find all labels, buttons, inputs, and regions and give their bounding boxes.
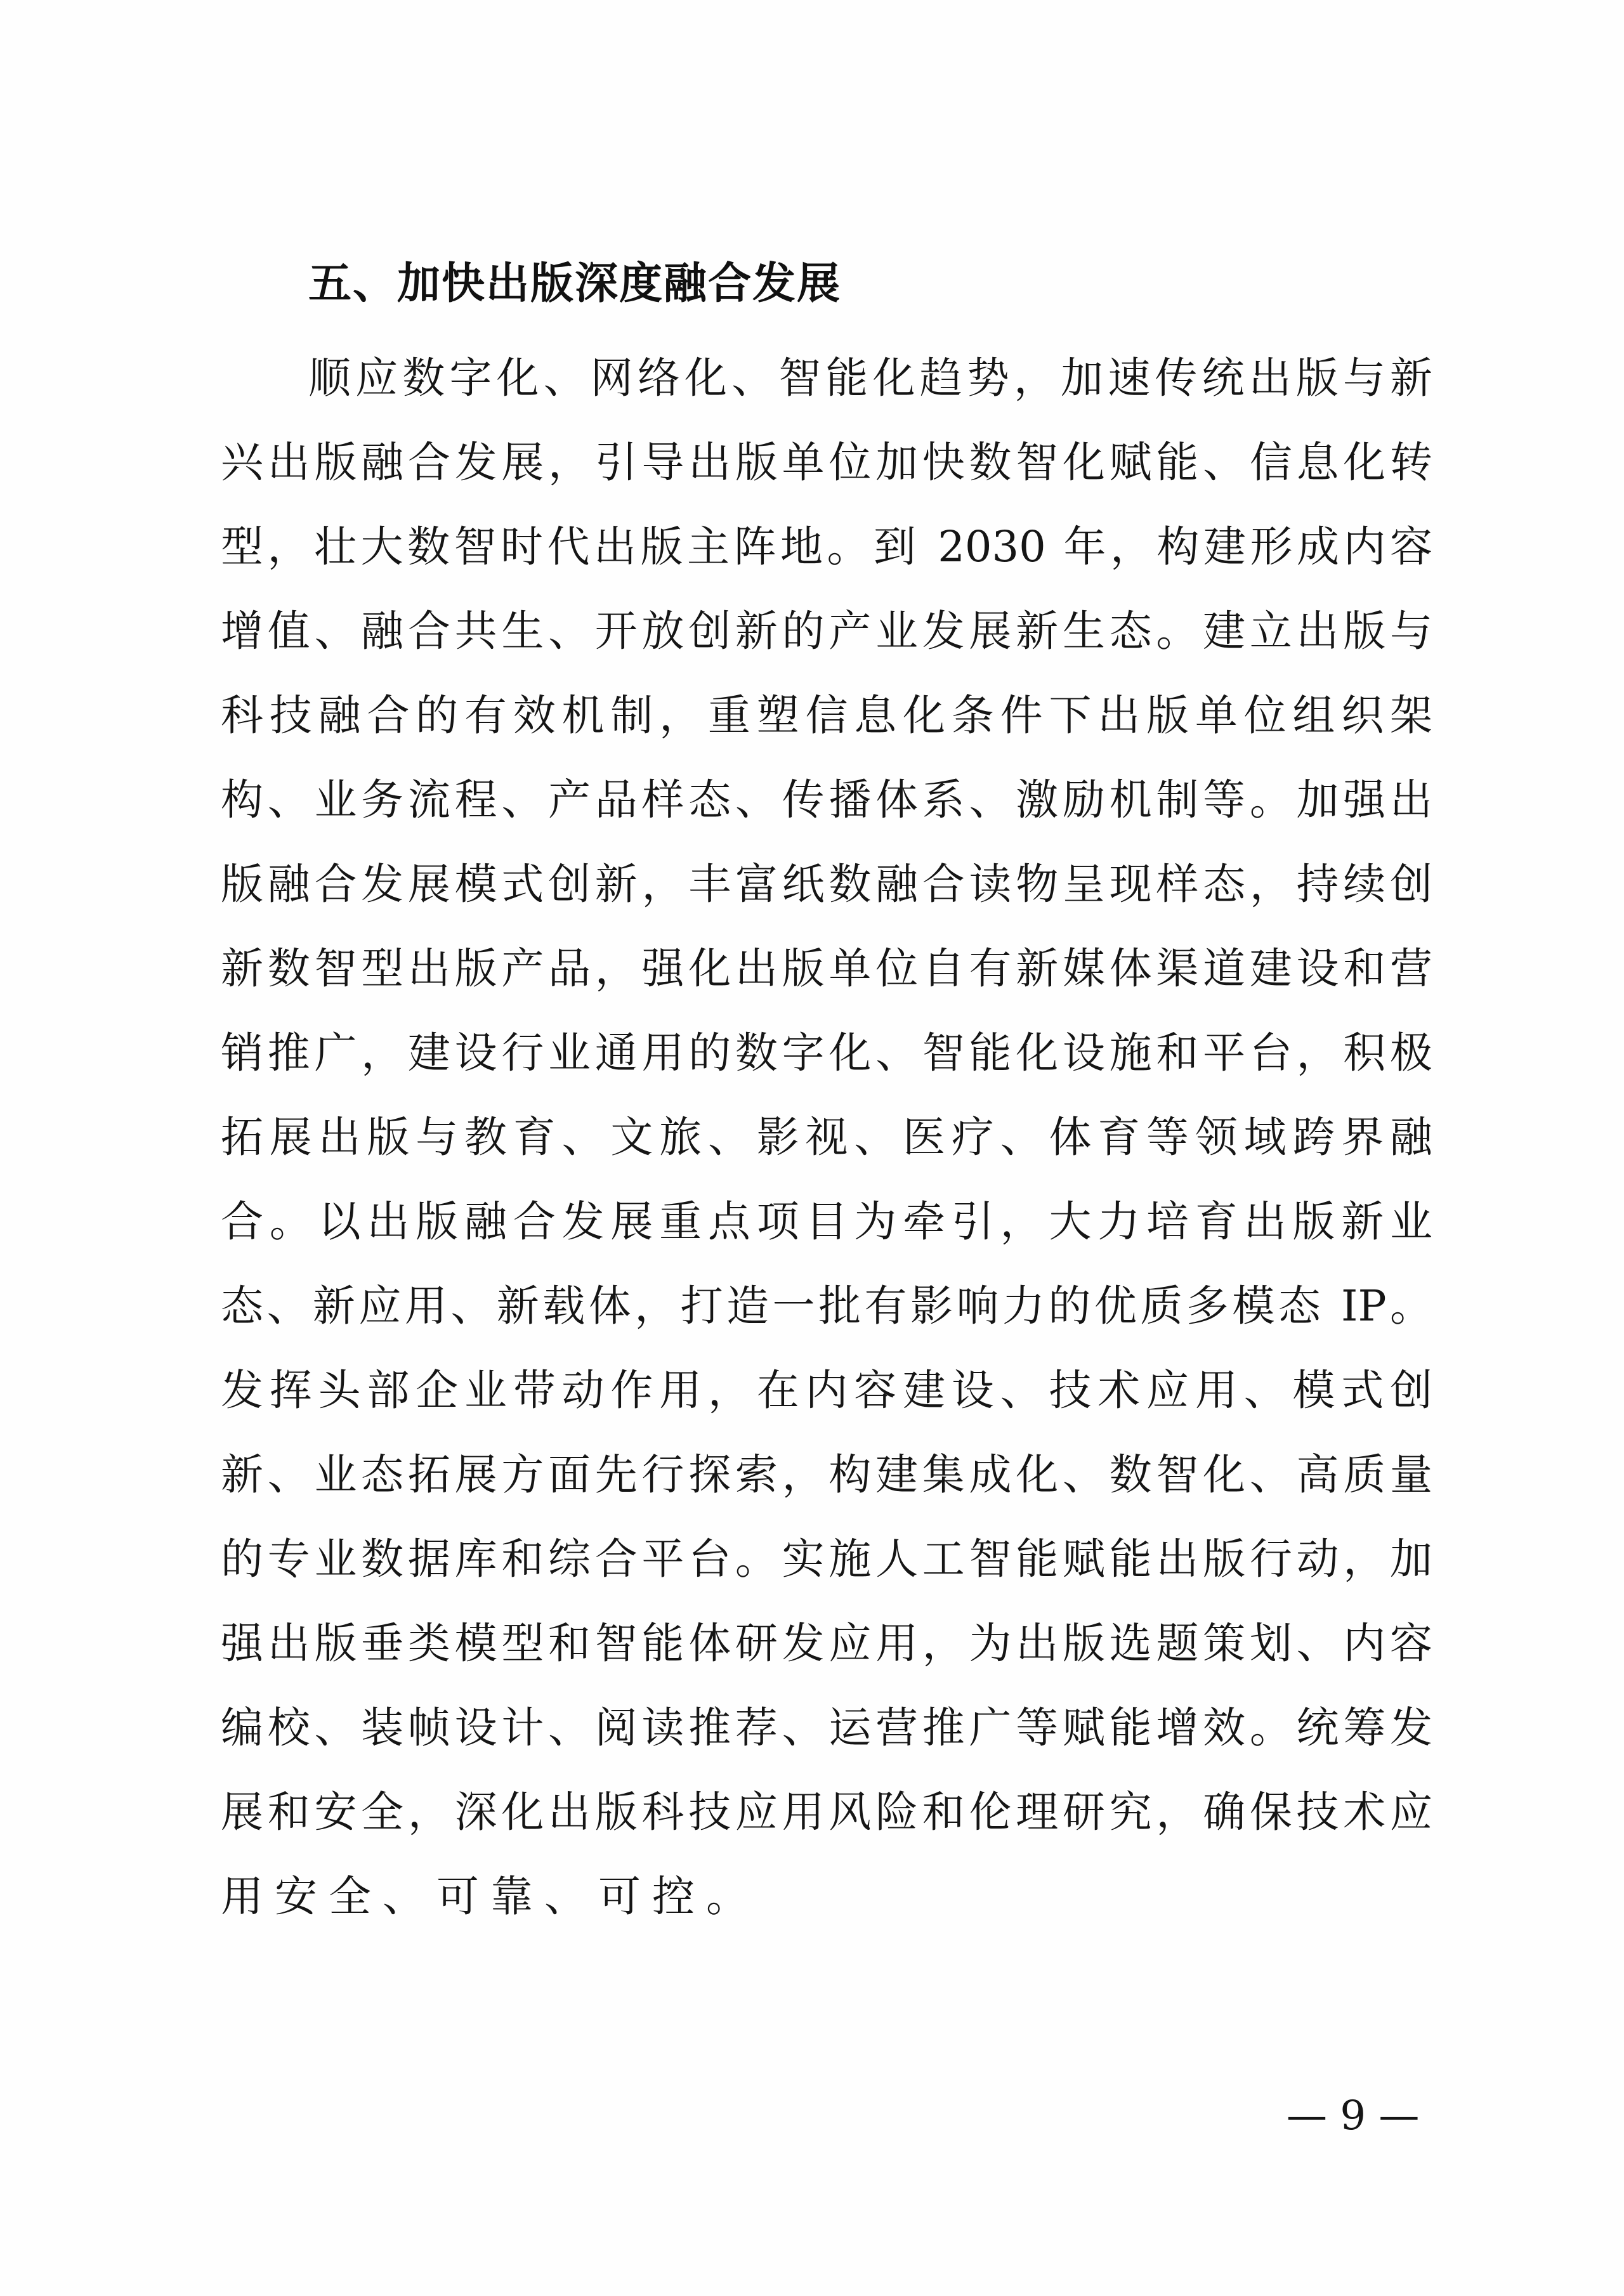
paragraph-line: 新数智型出版产品，强化出版单位自有新媒体渠道建设和营 <box>221 944 1432 993</box>
paragraph-line: 用安全、可靠、可控。 <box>221 1872 760 1921</box>
paragraph-line: 编校、装帧设计、阅读推荐、运营推广等赋能增效。统筹发 <box>221 1703 1432 1752</box>
section-heading: 五、加快出版深度融合发展 <box>308 259 842 309</box>
paragraph-line: 型，壮大数智时代出版主阵地。到 2030 年，构建形成内容 <box>221 522 1432 571</box>
paragraph-line: 销推广，建设行业通用的数字化、智能化设施和平台，积极 <box>221 1028 1432 1078</box>
paragraph-line: 发挥头部企业带动作用，在内容建设、技术应用、模式创 <box>221 1366 1432 1415</box>
paragraph-line: 的专业数据库和综合平台。实施人工智能赋能出版行动，加 <box>221 1534 1432 1584</box>
page-number: — 9 — <box>1287 2092 1420 2139</box>
body-paragraph <box>221 336 1432 1939</box>
paragraph-line: 强出版垂类模型和智能体研发应用，为出版选题策划、内容 <box>221 1619 1432 1668</box>
paragraph-line: 新、业态拓展方面先行探索，构建集成化、数智化、高质量 <box>221 1450 1432 1499</box>
paragraph-line: 展和安全，深化出版科技应用风险和伦理研究，确保技术应 <box>221 1787 1432 1837</box>
paragraph-line: 顺应数字化、网络化、智能化趋势，加速传统出版与新 <box>308 353 1432 403</box>
paragraph-line: 科技融合的有效机制，重塑信息化条件下出版单位组织架 <box>221 691 1432 740</box>
paragraph-line: 态、新应用、新载体，打造一批有影响力的优质多模态 IP。 <box>221 1281 1432 1331</box>
paragraph-line: 版融合发展模式创新，丰富纸数融合读物呈现样态，持续创 <box>221 859 1432 909</box>
paragraph-line: 增值、融合共生、开放创新的产业发展新生态。建立出版与 <box>221 606 1432 656</box>
paragraph-line: 合。以出版融合发展重点项目为牵引，大力培育出版新业 <box>221 1197 1432 1246</box>
paragraph-line: 构、业务流程、产品样态、传播体系、激励机制等。加强出 <box>221 775 1432 825</box>
paragraph-line: 兴出版融合发展，引导出版单位加快数智化赋能、信息化转 <box>221 438 1432 487</box>
paragraph-line: 拓展出版与教育、文旅、影视、医疗、体育等领域跨界融 <box>221 1112 1432 1162</box>
